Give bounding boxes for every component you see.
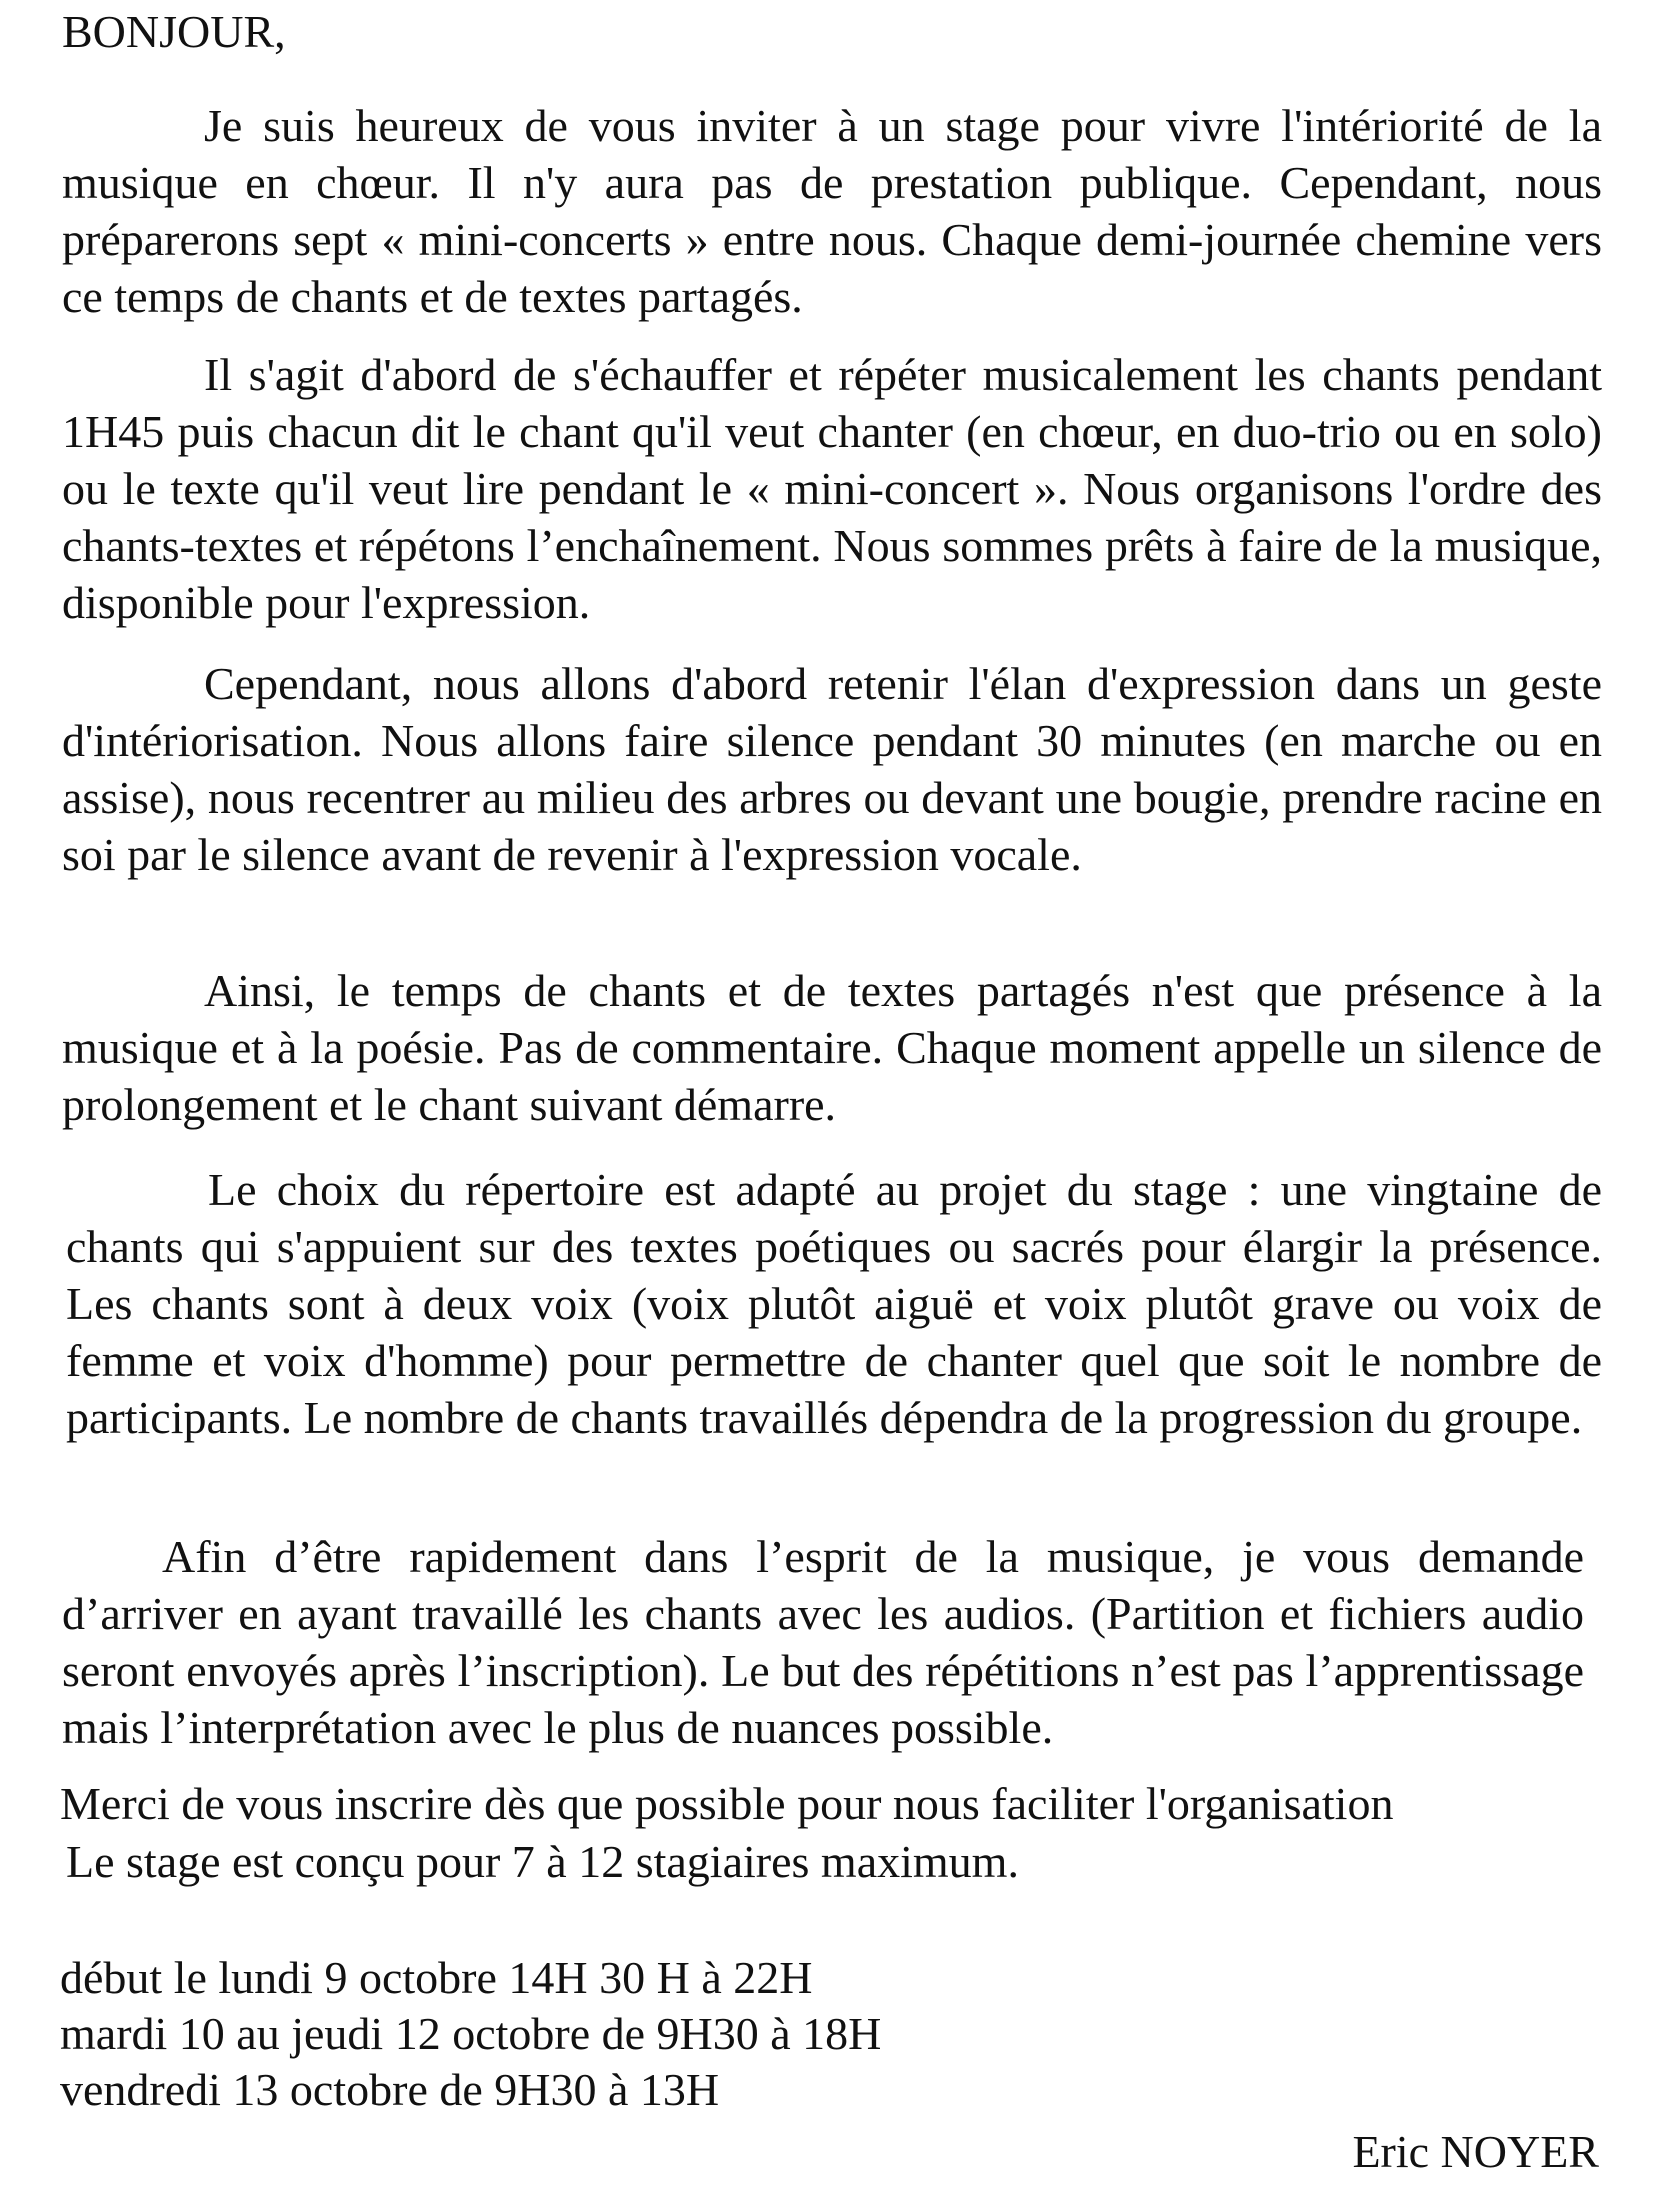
paragraph-repertoire: Le choix du répertoire est adapté au projet du stage : une vingtaine de chants qui s'appuient sur des textes poétiques ou sacrés pour élargir la présence. Les chants sont à deux voix (voix plutôt aiguë et voix plutôt grave ou voix de femme et voix d'homme) pour permettre de chanter quel que soit le nombre de participants. Le nombre de chants travaillés dépendra de la progression du groupe. bbox=[66, 1164, 1602, 1443]
schedule-item: début le lundi 9 octobre 14H 30 H à 22H bbox=[60, 1952, 813, 2003]
greeting: BONJOUR, bbox=[62, 6, 286, 57]
schedule-item: vendredi 13 octobre de 9H30 à 13H bbox=[60, 2064, 720, 2115]
paragraph-rehearsal: Il s'agit d'abord de s'échauffer et répéter musicalement les chants pendant 1H45 puis chacun dit le chant qu'il veut chanter (en chœur, en duo-trio ou en solo) ou le texte qu'il veut lire pendant le « mini-concert ». Nous organisons l'ordre des chants-textes et répétons l’enchaînement. Nous sommes prêts à faire de la musique, disponible pour l'expression. bbox=[62, 349, 1602, 628]
schedule-item: mardi 10 au jeudi 12 octobre de 9H30 à 18H bbox=[60, 2008, 882, 2059]
paragraph-presence: Ainsi, le temps de chants et de textes partagés n'est que présence à la musique et à la poésie. Pas de commentaire. Chaque moment appelle un silence de prolongement et le chant suivant démarre. bbox=[62, 965, 1602, 1130]
signature: Eric NOYER bbox=[1352, 2126, 1599, 2177]
paragraph-preparation: Afin d’être rapidement dans l’esprit de la musique, je vous demande d’arriver en ayant travaillé les chants avec les audios. (Partition et fichiers audio seront envoyés après l’inscription). Le but des répétitions n’est pas l’apprentissage mais l’interprétation avec le plus de nuances possible. bbox=[62, 1531, 1584, 1753]
paragraph-invitation: Je suis heureux de vous inviter à un stage pour vivre l'intériorité de la musique en chœur. Il n'y aura pas de prestation publique. Cependant, nous préparerons sept « mini-concerts » entre nous. Chaque demi-journée chemine vers ce temps de chants et de textes partagés. bbox=[62, 100, 1602, 322]
registration-request: Merci de vous inscrire dès que possible pour nous faciliter l'organisation bbox=[60, 1778, 1394, 1829]
registration-capacity: Le stage est conçu pour 7 à 12 stagiaires maximum. bbox=[66, 1836, 1019, 1887]
schedule-list bbox=[60, 1950, 881, 2118]
paragraph-silence: Cependant, nous allons d'abord retenir l'élan d'expression dans un geste d'intériorisation. Nous allons faire silence pendant 30 minutes (en marche ou en assise), nous recentrer au milieu des arbres ou devant une bougie, prendre racine en soi par le silence avant de revenir à l'expression vocale. bbox=[62, 658, 1602, 880]
